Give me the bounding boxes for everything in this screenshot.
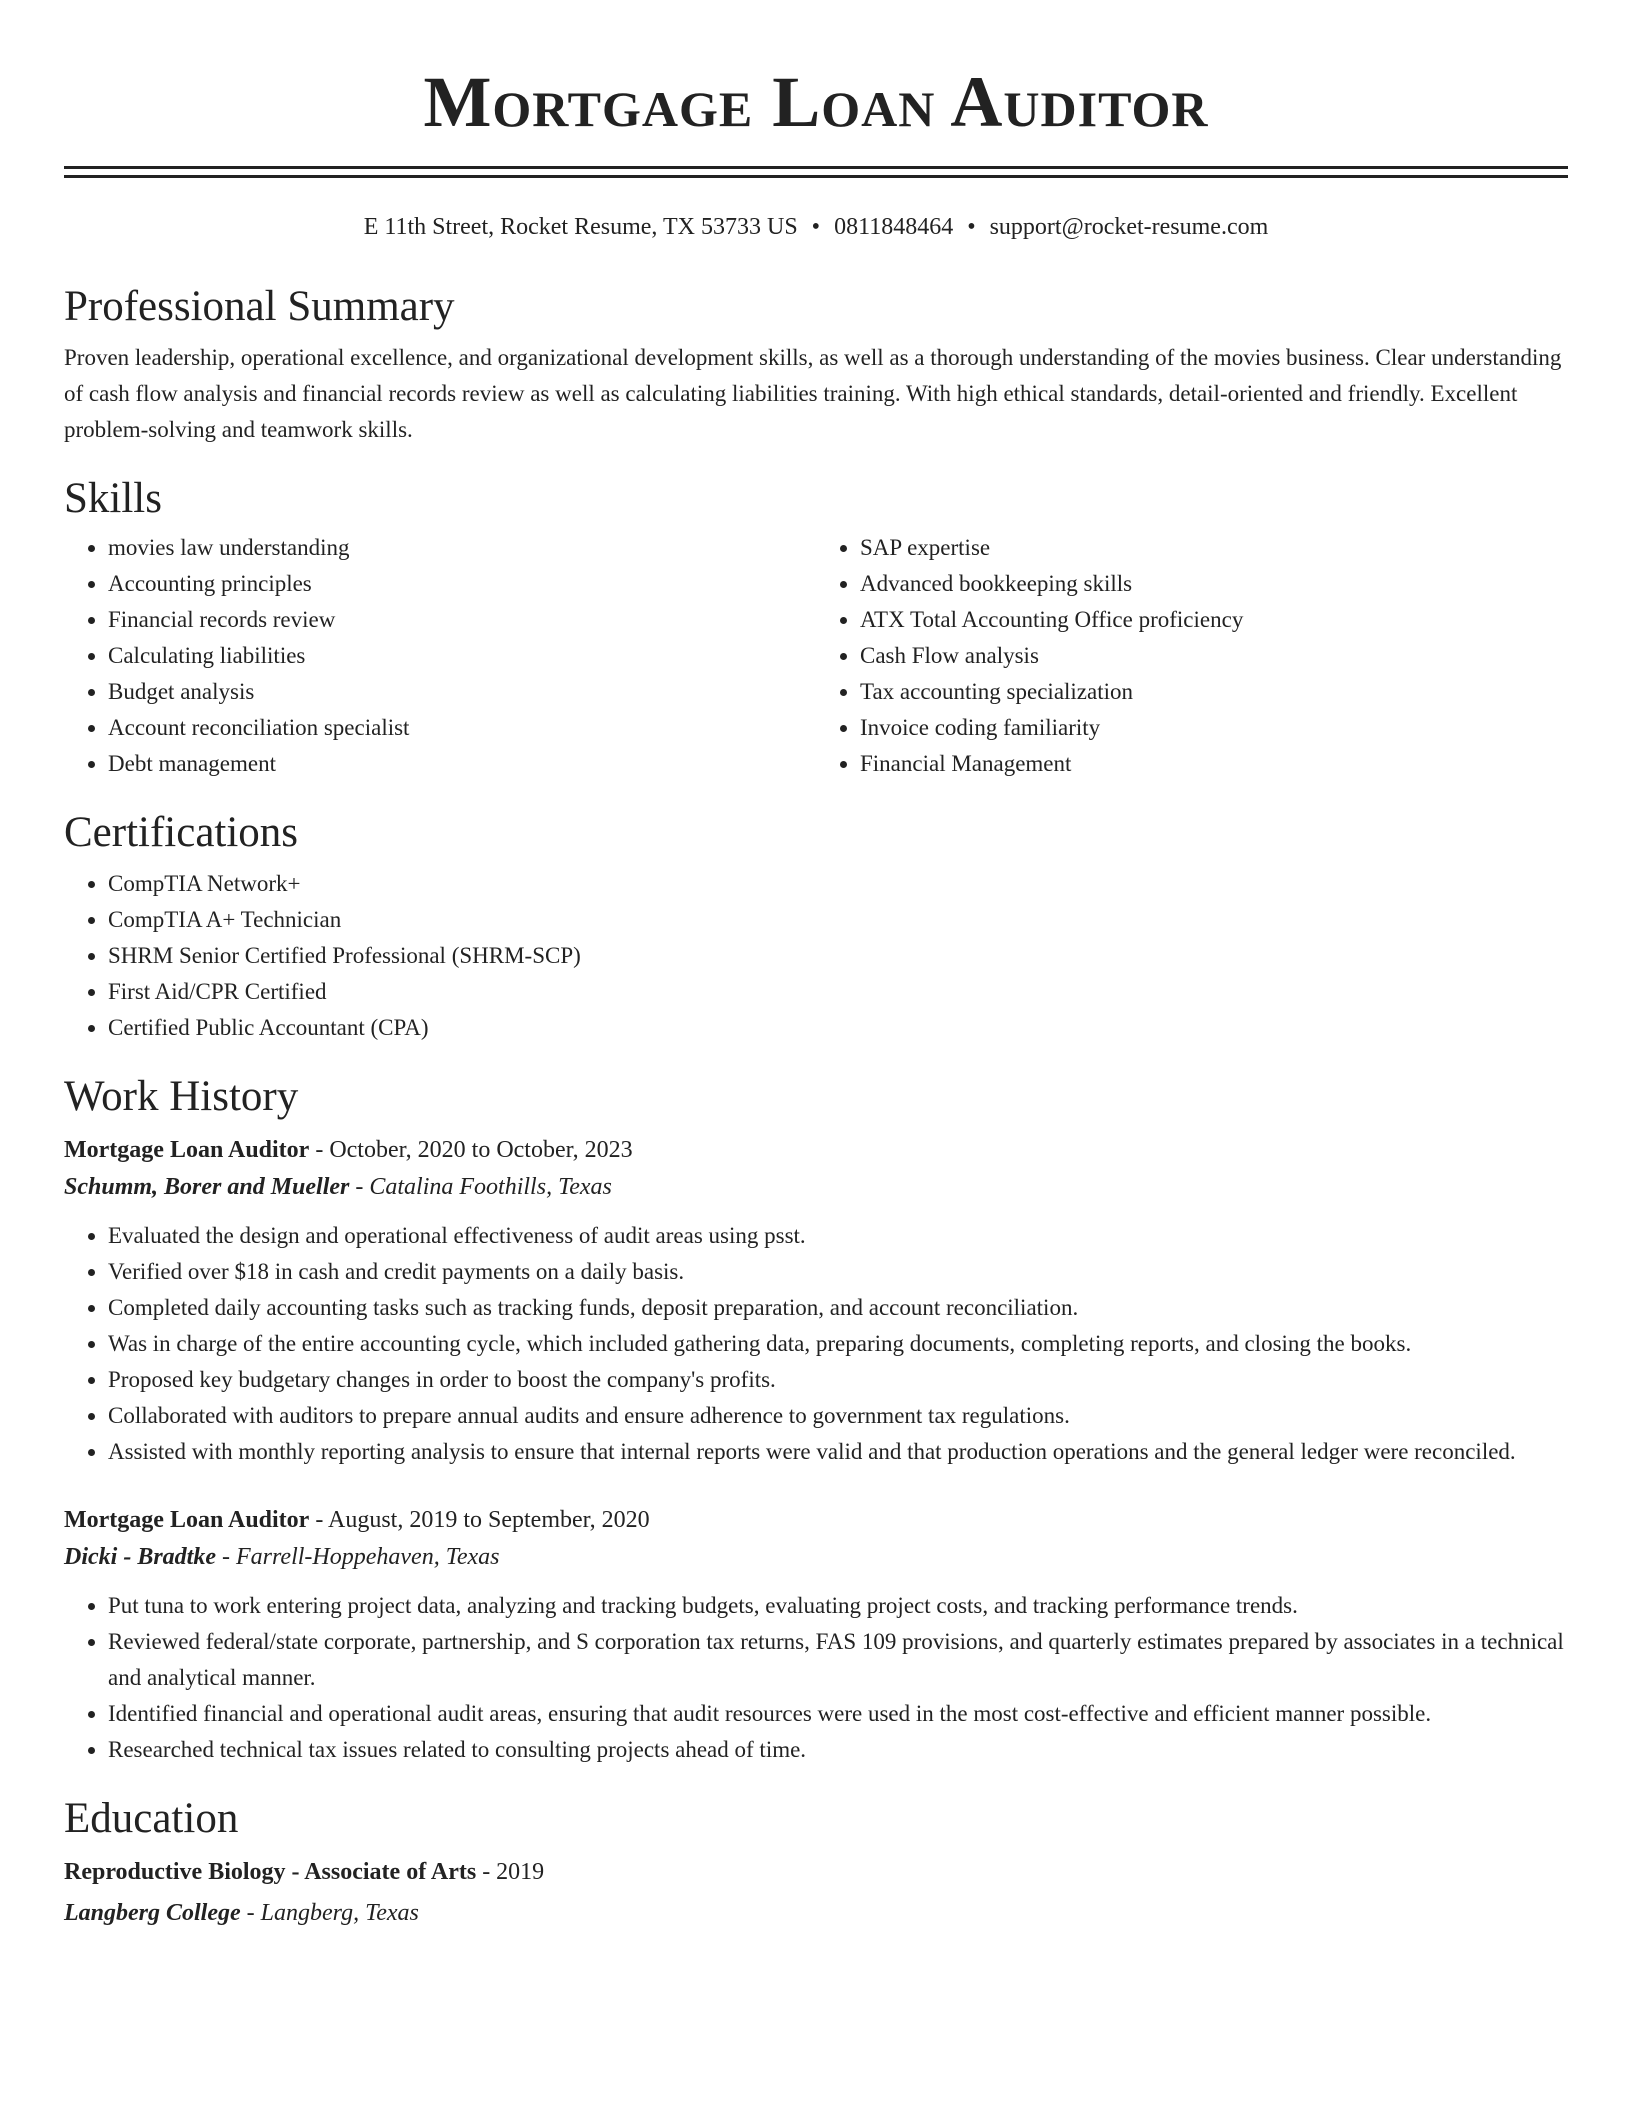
contact-address: E 11th Street, Rocket Resume, TX 53733 US: [363, 214, 798, 240]
school-line: [64, 1894, 1568, 1932]
job-bullet: • Was in charge of the entire accounting cycle, which included gathering data, preparing documents, completing reports, and closing the books.: [108, 1326, 1568, 1362]
skill-item: • ATX Total Accounting Office proficiency: [860, 602, 1568, 638]
skill-item: • Budget analysis: [108, 674, 816, 710]
degree-line: [64, 1854, 1568, 1890]
skill-item: • Financial records review: [108, 602, 816, 638]
contact-email: support@rocket-resume.com: [989, 214, 1269, 240]
summary-heading: Professional Summary: [64, 283, 455, 330]
job-dates: - October, 2020 to October, 2023: [309, 1137, 633, 1163]
degree: Reproductive Biology - Associate of Arts: [64, 1859, 477, 1885]
skill-item: • Invoice coding familiarity: [860, 710, 1568, 746]
education-heading: Education: [64, 1795, 239, 1842]
certifications-list: [64, 866, 1568, 1046]
job-bullet: • Collaborated with auditors to prepare annual audits and ensure adherence to government tax regulations.: [108, 1398, 1568, 1434]
job-bullets: [64, 1588, 1568, 1768]
skill-item: • Tax accounting specialization: [860, 674, 1568, 710]
contact-line: [64, 212, 1568, 242]
job-bullets: [64, 1218, 1568, 1470]
certification-item: • CompTIA A+ Technician: [108, 902, 1568, 938]
skills-columns: [64, 530, 1568, 782]
contact-separator: •: [811, 214, 821, 240]
job-title: Mortgage Loan Auditor: [64, 1137, 310, 1163]
contact-phone: 0811848464: [834, 214, 954, 240]
certification-item: • First Aid/CPR Certified: [108, 974, 1568, 1010]
skill-item: • movies law understanding: [108, 530, 816, 566]
skill-item: • Debt management: [108, 746, 816, 782]
job-bullet: • Proposed key budgetary changes in order to boost the company's profits.: [108, 1362, 1568, 1398]
job-entry: [64, 1132, 1568, 1470]
skill-item: • Financial Management: [860, 746, 1568, 782]
job-title: Mortgage Loan Auditor: [64, 1507, 310, 1533]
certifications-heading: Certifications: [64, 809, 299, 856]
skill-item: • Advanced bookkeeping skills: [860, 566, 1568, 602]
job-company-line: [64, 1168, 1568, 1206]
job-bullet: • Evaluated the design and operational effectiveness of audit areas using psst.: [108, 1218, 1568, 1254]
job-bullet: • Completed daily accounting tasks such as tracking funds, deposit preparation, and account reconciliation.: [108, 1290, 1568, 1326]
contact-separator: •: [967, 214, 976, 240]
job-bullet: • Assisted with monthly reporting analysis to ensure that internal reports were valid and that production operations and the general ledger were reconciled.: [108, 1434, 1568, 1470]
job-company-line: [64, 1538, 1568, 1576]
skill-item: • Accounting principles: [108, 566, 816, 602]
degree-year: - 2019: [476, 1859, 545, 1885]
skills-heading: Skills: [64, 475, 162, 522]
resume-name: Mortgage Loan Auditor: [423, 62, 1209, 142]
work-history-heading: Work History: [64, 1073, 299, 1120]
certification-item: • CompTIA Network+: [108, 866, 1568, 902]
job-company: Schumm, Borer and Mueller: [64, 1174, 350, 1200]
job-title-line: [64, 1132, 1568, 1168]
certification-item: • Certified Public Accountant (CPA): [108, 1010, 1568, 1046]
certification-item: • SHRM Senior Certified Professional (SHRM-SCP): [108, 938, 1568, 974]
job-bullet: • Reviewed federal/state corporate, partnership, and S corporation tax returns, FAS 109 provisions, and quarterly estimates prepared by associates in a technical and analytical manner.: [108, 1624, 1568, 1696]
summary-text: Proven leadership, operational excellence, and organizational development skills, as well as a thorough understanding of the movies business. Clear understanding of cash flow analysis and financial records review as well as calculating liabilities training. With high ethical standards, detail-oriented and friendly. Excellent problem-solving and teamwork skills.: [64, 345, 1562, 442]
job-company: Dicki - Bradtke: [64, 1544, 216, 1570]
job-location: - Farrell-Hoppehaven, Texas: [215, 1544, 500, 1570]
job-bullet: • Researched technical tax issues related to consulting projects ahead of time.: [108, 1732, 1568, 1768]
skill-item: • SAP expertise: [860, 530, 1568, 566]
skill-item: • Account reconciliation specialist: [108, 710, 816, 746]
job-dates: - August, 2019 to September, 2020: [309, 1507, 650, 1533]
job-bullet: • Verified over $18 in cash and credit payments on a daily basis.: [108, 1254, 1568, 1290]
skill-item: • Calculating liabilities: [108, 638, 816, 674]
education-entry: [64, 1854, 1568, 1932]
header-double-rule: [64, 166, 1568, 178]
job-title-line: [64, 1502, 1568, 1538]
skills-list-left: [64, 530, 816, 782]
skill-item: • Cash Flow analysis: [860, 638, 1568, 674]
school-location: - Langberg, Texas: [240, 1900, 419, 1926]
job-bullet: • Identified financial and operational audit areas, ensuring that audit resources were used in the most cost-effective and efficient manner possible.: [108, 1696, 1568, 1732]
job-entry: [64, 1502, 1568, 1768]
job-bullet: • Put tuna to work entering project data, analyzing and tracking budgets, evaluating project costs, and tracking performance trends.: [108, 1588, 1568, 1624]
job-location: - Catalina Foothills, Texas: [349, 1174, 612, 1200]
school: Langberg College: [64, 1900, 241, 1926]
skills-list-right: [816, 530, 1568, 782]
